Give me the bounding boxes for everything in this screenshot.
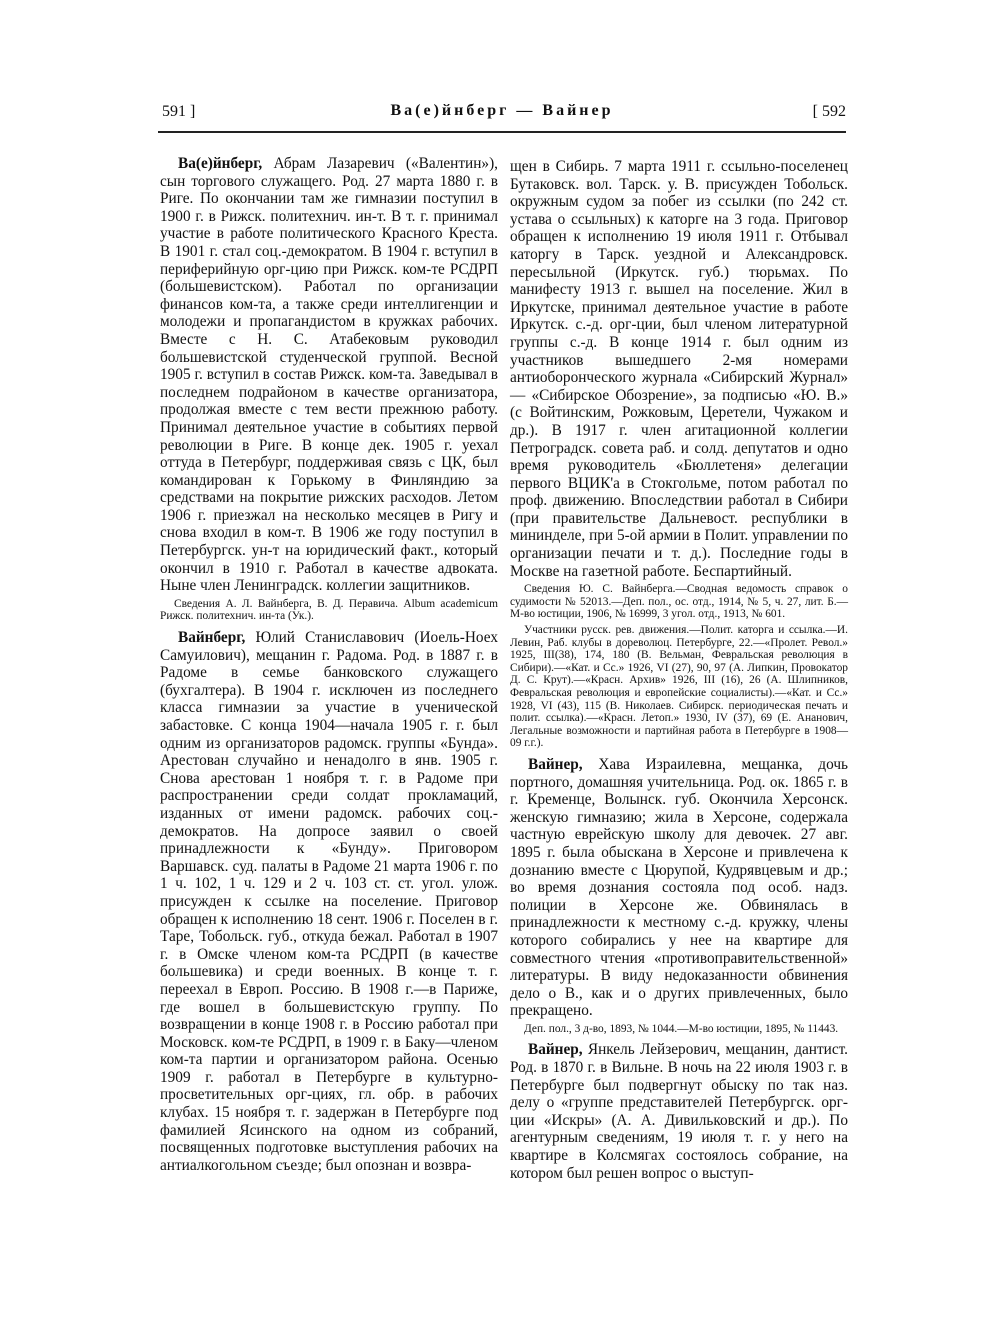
- left-column: [160, 155, 498, 1174]
- running-title: Ва(е)йнберг — Вайнер: [390, 102, 614, 119]
- left-page-number: 591 ]: [162, 103, 196, 120]
- entry-sources: Деп. пол., 3 д-во, 1893, № 1044.—М-во юстиции, 1895, № 11443.: [524, 1022, 839, 1035]
- running-header: [158, 98, 846, 130]
- entry-text: Абрам Лазаревич («Валентин»), сын торгового служащего. Род. 27 марта 1880 г. в Риге. По окончании там же гимназии поступил в 1900 г. в Рижск. политехнич. ин-т. В т. г. принимал участие в работе политического Красного Креста. В 1901 г. стал соц.-демократом. В 1904 г. вступил в периферийную орг-цию при Рижск. ком-те РСДРП (большевистском). Работал по организации финансов ком-та, а также среди интеллигенции и молодежи и пропагандистом в кружках рабочих. Вместе с Н. С. Атабековым руководил большевистской студенческой группой. Весной 1905 г. вступил в состав Рижск. ком-та. Заведывал в последнем подрайоном в качестве организатора, продолжая вместе с тем вести прежнюю работу. Принимал деятельное участие в событиях первой революции в Риге. В конце дек. 1905 г. уехал оттуда в Петербург, поддерживая связь с ЦК, был командирован к Горькому в Финляндию за средствами на покрытие рижских расходов. Летом 1906 г. приезжал на несколько месяцев в Ригу и снова входил в ком-т. В 1906 же году поступил в Петербургск. ун-т на юридический факт., который окончил в 1910 г. Работал в качестве адвоката. Ныне член Ленинградск. коллегии защитников.: [160, 155, 498, 595]
- right-page-number: [ 592: [812, 103, 846, 120]
- entry-continuation: щен в Сибирь. 7 марта 1911 г. ссыльно-поселенец Бутаковск. вол. Тарск. у. В. присужден Тобольск. окружным судом за побег из ссылки (по 242 ст. устава о ссыльных) к каторге на 3 года. Приговор обращен к исполнению 19 июля 1911 г. Отбывал каторгу в Тарск. уездной и Александровск. пересыльной (Иркутск. губ.) тюрьмах. По манифесту 1913 г. вышел на поселение. Жил в Иркутске, принимал деятельное участие в работе Иркутск. с.-д. орг-ции, был членом литературной группы с.-д. В конце 1914 г. был одним из участников вышедшего 2-мя номерами антиоборонческого журнала «Сибирский Журнал» — «Сибирское Обозрение», за подписью «Ю. В.» (с Войтинским, Рожковым, Церетели, Чужаком и др.). В 1917 г. член агитационной коллегии Петроградск. совета раб. и солд. депутатов и одно время руководитель «Бюллетеня» делегации первого ВЦИК'а в Стокгольме, потом работал по проф. движению. Впоследствии работал в Сибири (при правительстве Дальневост. республики в мининделе, при 5-ой армии в Полит. управлении по организации печати и т. д.). Последние годы в Москве на газетной работе. Беспартийный.: [510, 158, 848, 580]
- entry-text: Янкель Лейзерович, мещанин, дантист. Род. в 1870 г. в Вильне. В ночь на 22 июля 1903 г. в Петербурге был подвергнут обыску по так наз. делу о «группе представителей Петербургск. орг-ции «Искры» (А. А. Дивильковский и др.). По агентурным сведениям, 19 июля т. г. у него на квартире в Колсмягах состоялось собрание, на котором был решен вопрос о выступ-: [510, 1041, 848, 1182]
- entry-text: Юлий Станиславович (Иоель-Ноех Самуилович), мещанин г. Радома. Род. в 1887 г. в Радоме в семье банковского служащего (бухгалтера). В 1904 г. исключен из последнего класса гимназии за участие в ученической забастовке. С конца 1904—начала 1905 г. г. был одним из организаторов радомск. группы «Бунда». Арестован случайно и ненадолго в янв. 1905 г. Снова арестован 1 ноября т. г. в Радоме при распространении среди солдат прокламаций, изданных от имени радомск. рабочих соц.-демократов. На допросе заявил о своей принадлежности к «Бунду». Приговором Варшавск. суд. палаты в Радоме 21 марта 1906 г. по 1 ч. 102, 1 ч. 129 и 2 ч. 103 ст. ст. угол. улож. присужден к ссылке на поселение. Приговор обращен к исполнению 18 сент. 1906 г. Поселен в г. Таре, Тобольск. губ., откуда бежал. Работал в 1907 г. в Омске членом ком-та РСДРП (в качестве большевика) и среди военных. В конце т. г. переехал в Европ. Россию. В 1908 г.—в Париже, где вошел в большевистскую группу. По возвращении в конце 1908 г. в Россию работал при Московск. ком-те РСДРП, в 1909 г. в Баку—членом ком-та партии и организатором района. Осенью 1909 г. работал в Петербурге в культурно-просветительных орг-циях, гл. обр. в рабочих клубах. 15 ноября т. г. задержан в Петербурге под фамилией Ясинского на одном из собраний, посвященных подготовке выступления рабочих на антиалкогольном съезде; был опознан и возвра-: [160, 629, 498, 1174]
- entry-headword: Вайнер,: [528, 755, 583, 773]
- entry-headword: Вайнберг,: [178, 629, 246, 647]
- entry-weinberg-abram: [160, 155, 498, 595]
- entry-sources: Участники русск. рев. движения.—Полит. каторга и ссылка.—И. Левин, Раб. клубы в дореволюц. Петербурге, 22.—«Пролет. Револ.» 1925, III(38), 174, 180 (В. Вельман, Февральская революция в Сибири).—«Кат. и Сс.» 1926, VI (27), 90, 97 (А. Липкин, Провокатор Д. С. Крут).—«Красн. Архив» 1926, III (16), 26 (А. Шлипников, Февральская революция и европейские социалисты).—«Кат. и Сс.» 1928, VI (43), 115 (В. Николаев. Сибирск. периодическая печать и полит. ссылка).—«Красн. Летоп.» 1930, IV (37), 69 (Е. Ананович, Легальные возможности и партийная работа в Петербурге в 1908—09 г.г.).: [510, 624, 848, 750]
- entry-text: Хава Израилевна, мещанка, дочь портного, домашняя учительница. Род. ок. 1865 г. в г. Кременце, Волынск. губ. Окончила Херсонск. женскую гимназию; жила в Херсоне, содержала частную еврейскую школу для девочек. 27 авг. 1895 г. была обыскана в Херсоне и привлечена к дознанию вместе с Цюрупой, Кудрявцевым и др.; во время дознания состояла под особ. надз. полиции в Херсоне же. Обвинялась в принадлежности к местному с.-д. кружку, члены которого собирались у нее на квартире для совместного чтения «противоправительственной» литературы. В виду недоказанности обвинения дело о В., как и о других привлеченных, было прекращено.: [510, 755, 848, 1020]
- entry-weinberg-yuliy: [160, 629, 498, 1174]
- entry-vainer-khava: [510, 756, 848, 1020]
- entry-sources: Сведения А. Л. Вайнберга, В. Д. Перавича. Album academicum Рижск. политехнич. ин-та (Ук.).: [160, 597, 498, 623]
- header-rule: [158, 131, 846, 133]
- right-column: [510, 158, 848, 1182]
- entry-headword: Ва(е)йнберг,: [178, 155, 263, 172]
- entry-headword: Вайнер,: [528, 1041, 583, 1059]
- entry-sources: Сведения Ю. С. Вайнберга.—Сводная ведомость справок о судимости № 52013.—Деп. пол., ос. отд., 1914, № 5, ч. 27, лит. Б.—М-во юстиции, 1906, № 16999, 3 угол. отд., 1913, № 601.: [510, 583, 848, 621]
- entry-vainer-yankel: [510, 1041, 848, 1182]
